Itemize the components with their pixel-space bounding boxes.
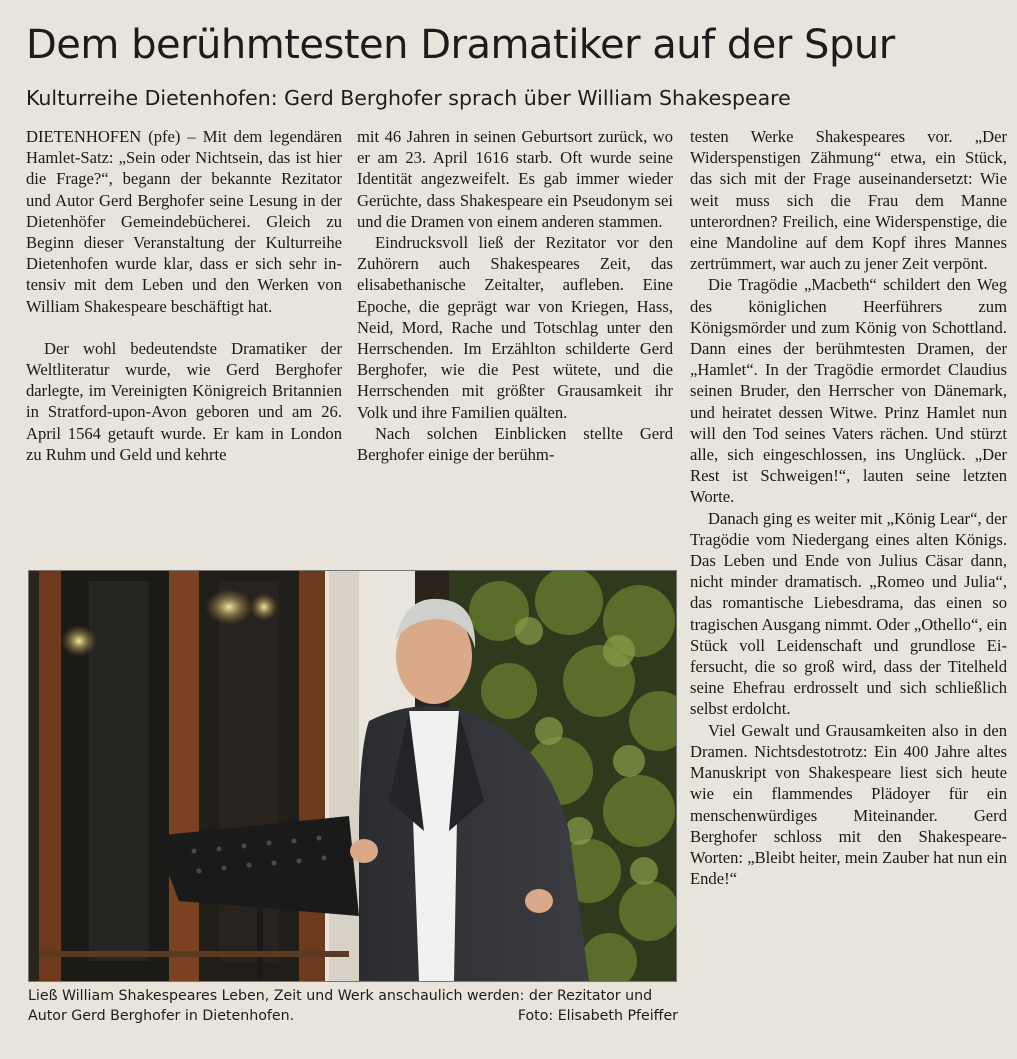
article-subheadline: Kulturreihe Dietenhofen: Gerd Berghofer sprach über William Shakespeare: [26, 86, 791, 110]
paragraph: Nach solchen Einblicken stellte Gerd Berghofer einige der berühm-: [357, 423, 673, 465]
speaker-photo-illustration: [29, 571, 676, 981]
paragraph: mit 46 Jahren in seinen Geburtsort zurück, wo er am 23. April 1616 starb. Oft wurde seine Identität angezweifelt. Es gab immer wieder Gerüchte, dass Shakespeare ein Pseudonym sei und die Dramen von einem anderen stammen.: [357, 127, 673, 231]
paragraph: Danach ging es weiter mit „König Lear“, der Tragödie vom Niedergang eines alten Königs. Das Leben und Ende von Julius Cäsar dann, nicht minder dramatisch. „Romeo und Julia“, das romantische Liebesdrama, das einen so tragischen Ausgang nimmt. Oder „Othello“, ein Stück voll Leidenschaft und grundlose Eifersucht, die so groß wird, dass der Titelheld seine Ehefrau erdrosselt und sich schließlich selbst erdolcht.: [690, 508, 1007, 719]
text-column-2: [357, 126, 673, 465]
caption-text: Ließ William Shakespeares Leben, Zeit und Werk anschaulich werden: der Rezitator und Autor Gerd Berghofer in Dietenhofen.: [28, 988, 653, 1024]
photo-caption: [28, 986, 678, 1026]
paragraph: Der wohl bedeutendste Dramatiker der Weltliteratur wurde, wie Gerd Berghofer darlegte, im Vereinigten Königreich Britannien in Stratford-upon-Avon geboren und am 26. April 1564 getauft wurde. Er kam in London zu Ruhm und Geld und kehrte: [26, 338, 342, 464]
text-column-3: [690, 126, 1007, 889]
paragraph: Viel Gewalt und Grausamkeiten also in den Dramen. Nichtsdestotrotz: Ein 400 Jahre altes Manuskript von Shakespeare liest sich heute wie ein flammendes Plädoyer für ein menschenwürdiges Miteinander. Gerd Berghofer schloss mit den Shakespeare-Worten: „Bleibt heiter, mein Zauber hat nun ein Ende!“: [690, 720, 1007, 889]
paragraph: DIETENHOFEN (pfe) – Mit dem legendären Hamlet-Satz: „Sein oder Nichtsein, das ist hier die Frage?“, begann der bekannte Rezitator und Autor Gerd Berghofer seine Lesung in der Dietenhöfer Gemeindebücherei. Gleich zu Beginn dieser Veranstaltung der Kulturreihe Dietenhofen wurde klar, dass er sich sehr intensiv mit dem Leben und den Werken von William Shakespeare beschäftigt hat.: [26, 127, 342, 316]
article-headline: Dem berühmtesten Dramatiker auf der Spur: [26, 22, 895, 68]
paragraph: testen Werke Shakespeares vor. „Der Widerspenstigen Zähmung“ etwa, ein Stück, das sich mit der Frage auseinandersetzt: Wie weit muss sich die Frau dem Manne unterordnen? Freilich, eine Widerspenstige, die eine Mandoline auf dem Kopf ihres Mannes zertrümmert, war auch zu jener Zeit verpönt.: [690, 127, 1007, 274]
photo-credit: Foto: Elisabeth Pfeiffer: [517, 1008, 678, 1024]
paragraph: Die Tragödie „Macbeth“ schildert den Weg des königlichen Heerführers zum Königsmörder und zum König von Schottland. Dann eines der berühmtesten Dramen, der „Hamlet“. In der Tragödie ermordet Claudius seinen Bruder, den Herrscher von Dänemark, und heiratet dessen Witwe. Prinz Hamlet nun will den Tod seines Vaters rächen. Und stürzt alle, sich eingeschlossen, ins Unglück. „Der Rest ist Schweigen!“, lauten seine letzten Worte.: [690, 275, 1007, 507]
article-photo: [28, 570, 677, 982]
text-column-1: [26, 126, 342, 465]
paragraph: Eindrucksvoll ließ der Rezitator vor den Zuhörern auch Shakespeares Zeit, das elisabethanische Zeitalter, aufleben. Eine Epoche, die geprägt war von Kriegen, Hass, Neid, Mord, Rache und Totschlag unter den Herrschenden. Im Erzählton schilderte Gerd Berghofer, wie die Pest wütete, und die Herrschenden mit größter Grausamkeit ihr Volk und ihre Familien quälten.: [357, 233, 673, 422]
